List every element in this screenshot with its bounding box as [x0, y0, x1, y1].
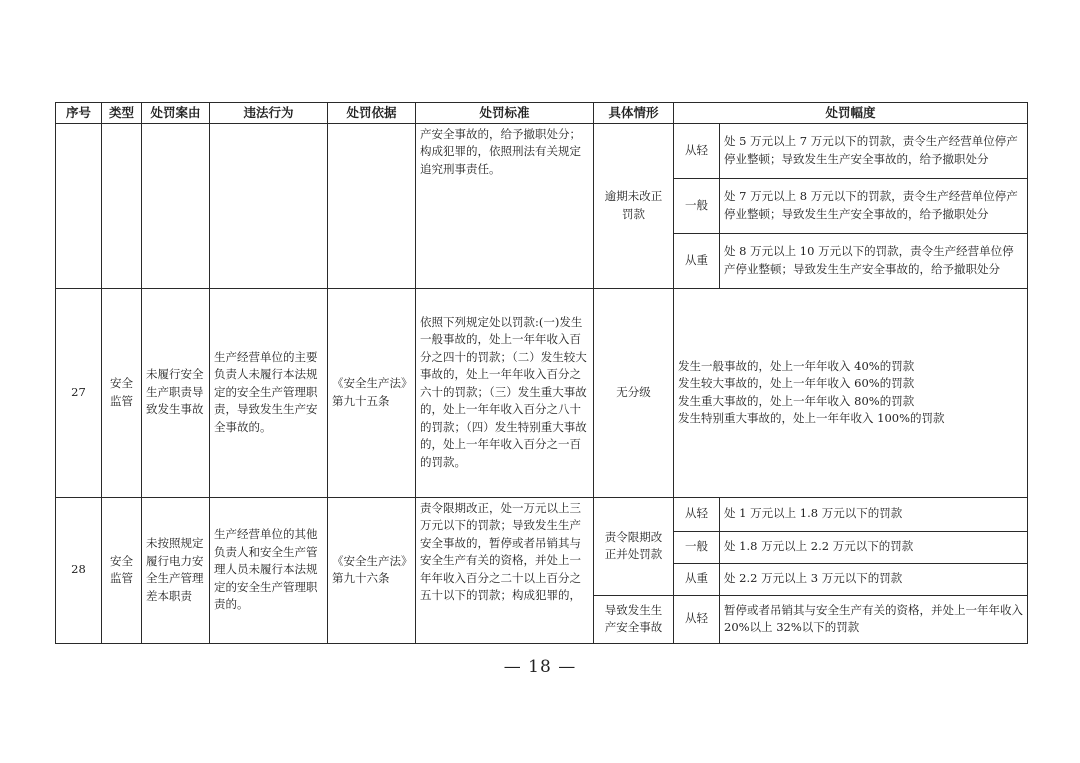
cell-level: 从轻	[674, 595, 720, 643]
cell-level: 一般	[674, 178, 720, 233]
cell-range: 处 7 万元以上 8 万元以下的罚款，责令生产经营单位停产停业整顿；导致发生生产安全事故的，给予撤职处分	[720, 178, 1028, 233]
header-behavior: 违法行为	[210, 103, 328, 124]
cell-standard: 依照下列规定处以罚款:(一)发生一般事故的，处上一年年收入百分之四十的罚款；（二）发生较大事故的，处上一年年收入百分之六十的罚款；（三）发生重大事故的，处上一年年收入百分之八十的罚款；（四）发生特别重大事故的，处上一年年收入百分之一百的罚款。	[416, 288, 594, 497]
penalty-table	[55, 102, 1028, 644]
cell-range: 发生一般事故的，处上一年年收入 40%的罚款 发生较大事故的，处上一年年收入 60%的罚款 发生重大事故的，处上一年年收入 80%的罚款 发生特别重大事故的，处上一年年收入 100%的罚款	[674, 288, 1028, 497]
table-row	[56, 288, 1028, 497]
cell-type: 安全 监管	[102, 288, 142, 497]
cell-range: 处 5 万元以上 7 万元以下的罚款，责令生产经营单位停产停业整顿；导致发生生产安全事故的，给予撤职处分	[720, 123, 1028, 178]
header-range: 处罚幅度	[674, 103, 1028, 124]
cell-serial	[56, 123, 102, 288]
cell-range: 处 8 万元以上 10 万元以下的罚款，责令生产经营单位停产停业整顿；导致发生生产安全事故的，给予撤职处分	[720, 233, 1028, 288]
cell-cause: 未履行安全生产职责导致发生事故	[142, 288, 210, 497]
cell-behavior	[210, 123, 328, 288]
header-serial: 序号	[56, 103, 102, 124]
cell-standard: 责令限期改正，处一万元以上三万元以下的罚款；导致发生生产安全事故的，暂停或者吊销其与安全生产有关的资格，并处上一年年收入百分之二十以上百分之五十以下的罚款；构成犯罪的，	[416, 497, 594, 643]
cell-cause: 未按照规定履行电力安全生产管理差本职责	[142, 497, 210, 643]
cell-basis: 《安全生产法》第九十五条	[328, 288, 416, 497]
cell-range: 暂停或者吊销其与安全生产有关的资格，并处上一年年收入 20%以上 32%以下的罚款	[720, 595, 1028, 643]
cell-level: 从轻	[674, 497, 720, 531]
cell-serial: 27	[56, 288, 102, 497]
table-header-row	[56, 103, 1028, 124]
header-situation: 具体情形	[594, 103, 674, 124]
cell-level: 从重	[674, 563, 720, 595]
cell-behavior: 生产经营单位的主要负责人未履行本法规定的安全生产管理职责，导致发生生产安全事故的。	[210, 288, 328, 497]
cell-level: 从轻	[674, 123, 720, 178]
header-type: 类型	[102, 103, 142, 124]
cell-range: 处 1.8 万元以上 2.2 万元以下的罚款	[720, 531, 1028, 563]
cell-situation: 无分级	[594, 288, 674, 497]
cell-type	[102, 123, 142, 288]
cell-cause	[142, 123, 210, 288]
table-row	[56, 497, 1028, 531]
cell-situation: 导致发生生 产安全事故	[594, 595, 674, 643]
table-row	[56, 123, 1028, 178]
cell-type: 安全 监管	[102, 497, 142, 643]
cell-behavior: 生产经营单位的其他负责人和安全生产管理人员未履行本法规定的安全生产管理职责的。	[210, 497, 328, 643]
header-cause: 处罚案由	[142, 103, 210, 124]
cell-basis	[328, 123, 416, 288]
cell-situation: 责令限期改 正并处罚款	[594, 497, 674, 595]
cell-situation: 逾期未改正 罚款	[594, 123, 674, 288]
cell-level: 从重	[674, 233, 720, 288]
cell-basis: 《安全生产法》第九十六条	[328, 497, 416, 643]
cell-range: 处 2.2 万元以上 3 万元以下的罚款	[720, 563, 1028, 595]
cell-level: 一般	[674, 531, 720, 563]
cell-range: 处 1 万元以上 1.8 万元以下的罚款	[720, 497, 1028, 531]
cell-serial: 28	[56, 497, 102, 643]
header-standard: 处罚标准	[416, 103, 594, 124]
header-basis: 处罚依据	[328, 103, 416, 124]
page-number: — 18 —	[503, 657, 577, 677]
cell-standard: 产安全事故的，给予撤职处分；构成犯罪的，依照刑法有关规定追究刑事责任。	[416, 123, 594, 288]
